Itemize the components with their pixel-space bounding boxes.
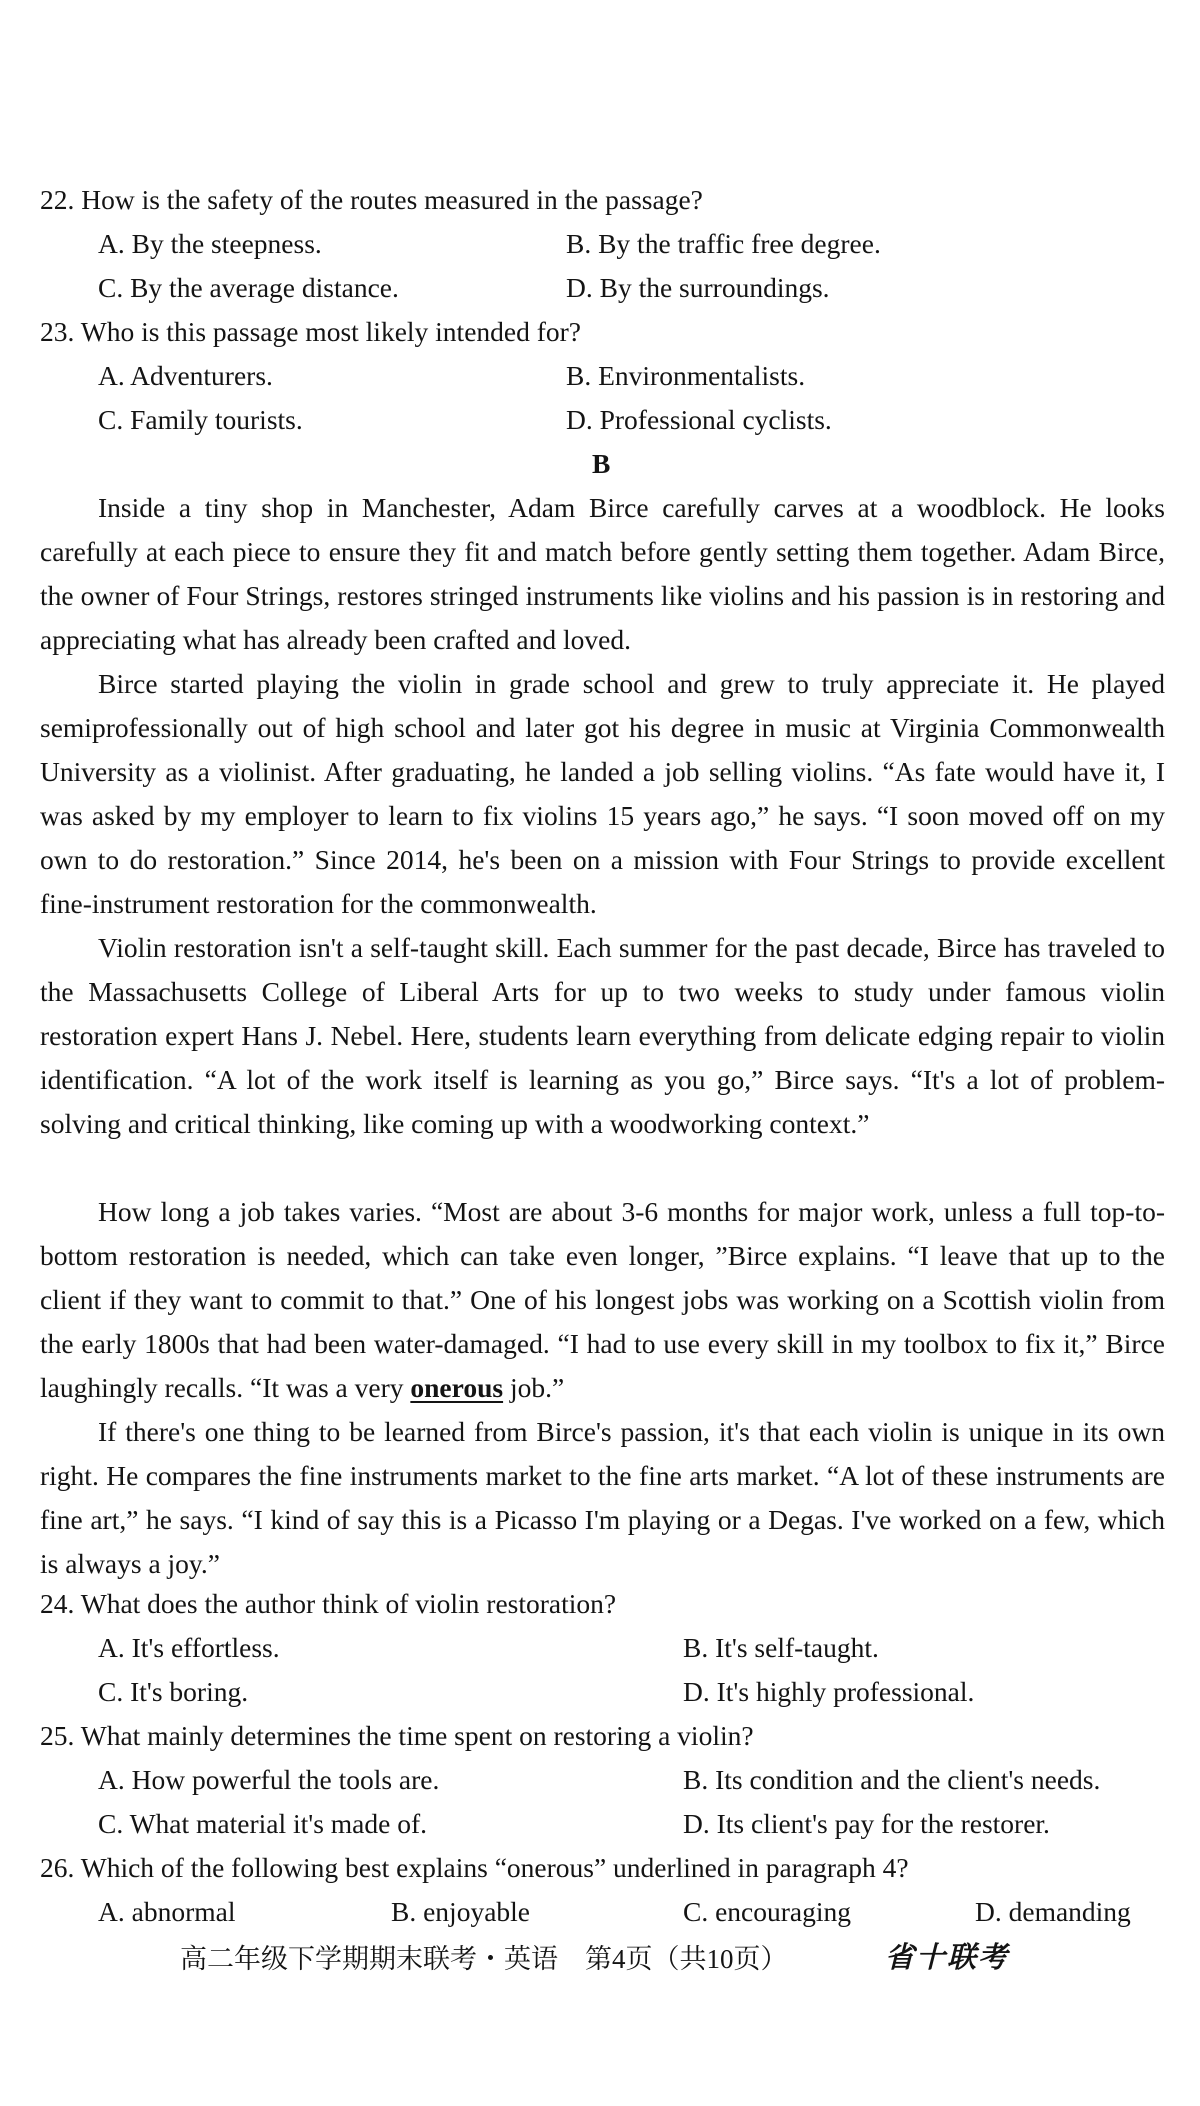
q24-stem: 24. What does the author think of violin restoration? bbox=[40, 1588, 617, 1619]
q24-option-c: C. It's boring. bbox=[98, 1676, 249, 1707]
footer-brand-logo: 省十联考 bbox=[885, 1942, 1010, 1974]
passage-paragraph-2: Birce started playing the violin in grade school and grew to truly appreciate it. He played semiprofessionally out of high school and later got his degree in music at Virginia Commonwealth University as a violinist. After graduating, he landed a job selling violins. “As fate would have it, I was asked by my employer to learn to fix violins 15 years ago,” he says. “I soon moved off on my own to do restoration.” Since 2014, he's been on a mission with Four Strings to provide excellent fine-instrument restoration for the commonwealth. bbox=[40, 668, 1165, 919]
q24-option-a: A. It's effortless. bbox=[98, 1632, 280, 1663]
q26-option-b: B. enjoyable bbox=[391, 1896, 530, 1927]
q23-option-d: D. Professional cyclists. bbox=[566, 404, 832, 435]
q25-option-a: A. How powerful the tools are. bbox=[98, 1764, 440, 1795]
q25-stem: 25. What mainly determines the time spent on restoring a violin? bbox=[40, 1720, 754, 1751]
q24-option-b: B. It's self-taught. bbox=[683, 1632, 879, 1663]
q26-stem: 26. Which of the following best explains “onerous” underlined in paragraph 4? bbox=[40, 1852, 909, 1883]
q22-option-c: C. By the average distance. bbox=[98, 272, 399, 303]
q22-option-a: A. By the steepness. bbox=[98, 228, 322, 259]
q26-option-c: C. encouraging bbox=[683, 1896, 852, 1927]
q23-option-a: A. Adventurers. bbox=[98, 360, 273, 391]
paragraph-4-text-before: How long a job takes varies. “Most are about 3-6 months for major work, unless a full top-to-bottom restoration is needed, which can take even longer, ”Birce explains. “I leave that up to the client if they want to commit to that.” One of his longest jobs was working on a Scottish violin from the early 1800s that had been water-damaged. “I had to use every skill in my toolbox to fix it,” Birce laughingly recalls. “It was a very bbox=[40, 1196, 1165, 1403]
q24-option-d: D. It's highly professional. bbox=[683, 1676, 975, 1707]
q22-option-d: D. By the surroundings. bbox=[566, 272, 830, 303]
passage-paragraph-5: If there's one thing to be learned from Birce's passion, it's that each violin is unique in its own right. He compares the fine instruments market to the fine arts market. “A lot of these instruments are fine art,” he says. “I kind of say this is a Picasso I'm playing or a Degas. I've worked on a few, which is always a joy.” bbox=[40, 1416, 1165, 1579]
passage-paragraph-1: Inside a tiny shop in Manchester, Adam Birce carefully carves at a woodblock. He looks carefully at each piece to ensure they fit and match before gently setting them together. Adam Birce, the owner of Four Strings, restores stringed instruments like violins and his passion is in restoring and appreciating what has already been crafted and loved. bbox=[40, 492, 1165, 655]
q25-option-c: C. What material it's made of. bbox=[98, 1808, 428, 1839]
q25-option-d: D. Its client's pay for the restorer. bbox=[683, 1808, 1050, 1839]
q23-stem: 23. Who is this passage most likely intended for? bbox=[40, 316, 582, 347]
q26-option-d: D. demanding bbox=[975, 1896, 1131, 1927]
q22-stem: 22. How is the safety of the routes measured in the passage? bbox=[40, 184, 703, 215]
passage-paragraph-4 bbox=[40, 1190, 1165, 1410]
q26-option-a: A. abnormal bbox=[98, 1896, 236, 1927]
q22-option-b: B. By the traffic free degree. bbox=[566, 228, 881, 259]
q23-option-b: B. Environmentalists. bbox=[566, 360, 806, 391]
page-footer: 高二年级下学期期末联考・英语 第4页（共10页） bbox=[180, 1944, 788, 1974]
q25-option-b: B. Its condition and the client's needs. bbox=[683, 1764, 1101, 1795]
section-b-title: B bbox=[592, 448, 611, 479]
q23-option-c: C. Family tourists. bbox=[98, 404, 303, 435]
paragraph-4-text-after: job.” bbox=[503, 1372, 565, 1403]
underlined-word-onerous: onerous bbox=[410, 1372, 504, 1403]
passage-paragraph-3: Violin restoration isn't a self-taught skill. Each summer for the past decade, Birce has traveled to the Massachusetts College of Liberal Arts for up to two weeks to study under famous violin restoration expert Hans J. Nebel. Here, students learn everything from delicate edging repair to violin identification. “A lot of the work itself is learning as you go,” Birce says. “It's a lot of problem-solving and critical thinking, like coming up with a woodworking context.” bbox=[40, 932, 1165, 1139]
